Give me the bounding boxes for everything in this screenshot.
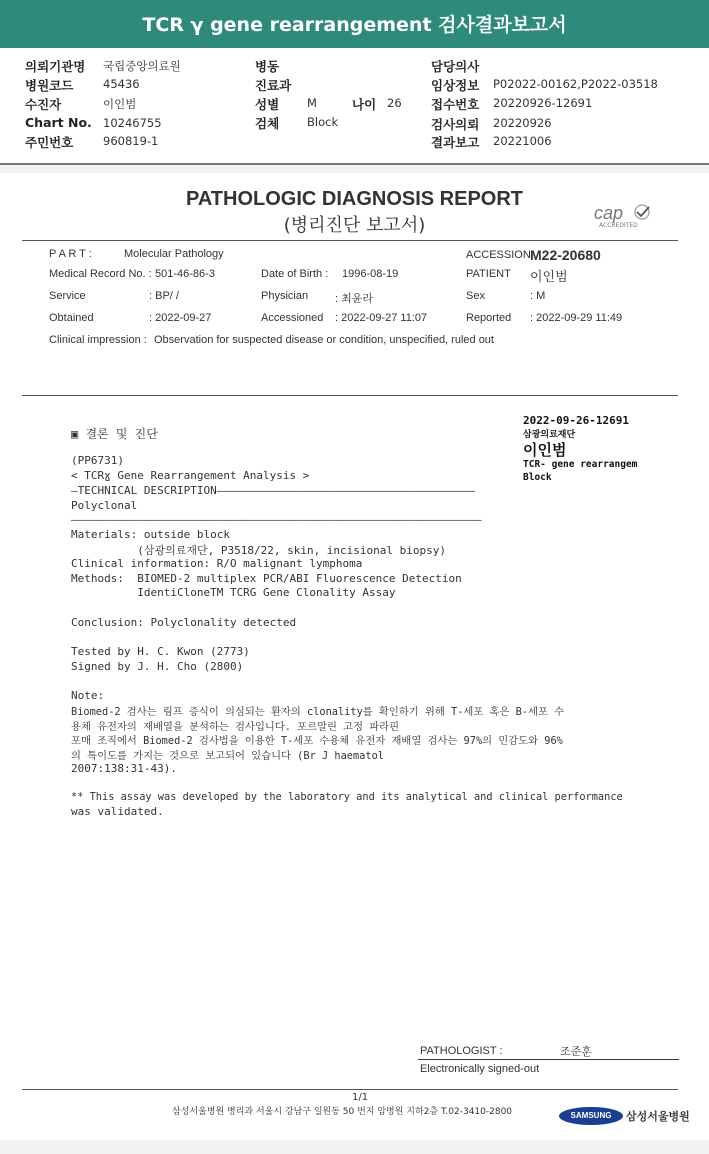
age-value: 26 (387, 96, 402, 110)
sex-value: M (307, 96, 317, 110)
doctor-label: 담당의사 (431, 59, 480, 74)
receipt-label: 접수번호 (431, 97, 480, 112)
body-line: 포매 조직에서 Biomed-2 검사법을 이용한 T-세포 수용체 유전자 재배열 검사는 97%의 민감도와 96% (71, 735, 563, 747)
divider (22, 395, 678, 396)
request-date: 20220926 (493, 116, 552, 130)
patient-value: 이인범 (530, 269, 568, 284)
pathologist-name: 조준훈 (560, 1046, 592, 1058)
service-label: Service (49, 290, 86, 302)
body-line: Materials: outside block (71, 528, 230, 541)
specimen-label: 검체 (255, 116, 280, 131)
body-line: (PP6731) (71, 454, 124, 467)
impression-label: Clinical impression : (49, 334, 147, 346)
body-line: 용체 유전자의 재배열을 분석하는 검사입니다. 포르말린 고정 파라핀 (71, 721, 400, 733)
body-line: Signed by J. H. Cho (2800) (71, 660, 244, 673)
body-line: IdentiCloneTM TCRG Gene Clonality Assay (71, 586, 396, 599)
accessioned-value: : 2022-09-27 11:07 (335, 312, 428, 324)
part-label: P A R T : (49, 248, 92, 260)
body-line: ** This assay was developed by the laboratory and its analytical and clinical performance (71, 791, 623, 803)
section-gap (0, 165, 709, 173)
resident-label: 주민번호 (25, 135, 74, 150)
hospital-address: 삼성서울병원 병리과 서울시 강남구 일원동 50 번지 암병원 지하2층 T.02-3410-2800 (172, 1107, 513, 1117)
patient-label: PATIENT (466, 268, 511, 280)
body-line: was validated. (71, 805, 164, 818)
specimen-value: Block (307, 115, 339, 129)
physician-value: : 최윤라 (335, 293, 373, 305)
esigned-note: Electronically signed-out (420, 1063, 540, 1075)
pathologist-label: PATHOLOGIST : (420, 1045, 503, 1057)
stamp-org: 삼광의료재단 (523, 430, 576, 440)
stamp-number: 2022-09-26-12691 (523, 414, 629, 427)
obtained-label: Obtained (49, 312, 94, 324)
sex-label: 성별 (255, 97, 280, 112)
body-line: (삼광의료재단, P3518/22, skin, incisional biopsy) (71, 544, 447, 557)
report-subtitle: (병리진단 보고서) (283, 215, 426, 236)
body-line: Biomed-2 검사는 림프 증식이 의심되는 환자의 clonality를 확인하기 위해 T-세포 혹은 B-세포 수 (71, 706, 565, 718)
body-line: Clinical information: R/O malignant lymphoma (71, 557, 363, 570)
divider (22, 1089, 678, 1090)
body-line: Methods: BIOMED-2 multiplex PCR/ABI Fluorescence Detection (71, 572, 462, 585)
body-line: 의 특이도를 가지는 것으로 보고되어 있습니다 (Br J haematol (71, 750, 384, 762)
reported-value: : 2022-09-29 11:49 (530, 312, 623, 324)
body-line: 2007:138:31-43). (71, 762, 177, 775)
physician-label: Physician (261, 290, 309, 302)
body-line: Note: (71, 689, 105, 702)
samsung-logo: SAMSUNG (559, 1107, 623, 1125)
reported-label: Reported (466, 312, 512, 324)
mrn-label: Medical Record No. : (49, 268, 152, 280)
clinical-info: P02022-00162,P2022-03518 (493, 77, 658, 91)
body-line: Conclusion: Polyclonality detected (71, 616, 297, 629)
sex-label: Sex (466, 290, 485, 302)
page-gap (0, 1140, 709, 1154)
patient-name: 이인범 (103, 97, 137, 111)
body-line: Tested by H. C. Kwon (2773) (71, 645, 250, 658)
report-date-label: 결과보고 (431, 135, 480, 150)
signature-line (418, 1059, 679, 1060)
ward-label: 병동 (255, 59, 280, 74)
part-value: Molecular Pathology (124, 248, 224, 260)
stamp-test: TCR- gene rearrangem (523, 459, 638, 470)
report-title: PATHOLOGIC DIAGNOSIS REPORT (185, 188, 524, 210)
body-line: —TECHNICAL DESCRIPTION——————————————————————————————————————— (71, 484, 475, 497)
dob-label: Date of Birth : (261, 268, 329, 280)
page-number: 1/1 (352, 1092, 369, 1103)
impression-value: Observation for suspected disease or condition, unspecified, ruled out (154, 334, 494, 346)
check-icon (630, 203, 654, 221)
request-org: 국립중앙의료원 (103, 59, 181, 73)
request-org-label: 의뢰기관명 (25, 59, 86, 74)
accessioned-label: Accessioned (261, 312, 324, 324)
report-date: 20221006 (493, 134, 552, 148)
cap-logo-text: cap (594, 203, 624, 223)
stamp-name: 이인범 (523, 441, 567, 459)
request-date-label: 검사의뢰 (431, 117, 480, 132)
dob-value: 1996-08-19 (342, 268, 399, 280)
chart-number: 10246755 (103, 116, 162, 130)
accession-value: M22-20680 (530, 247, 601, 263)
receipt-number: 20220926-12691 (493, 96, 593, 110)
patient-label: 수진자 (25, 97, 62, 112)
resident-number: 960819-1 (103, 134, 159, 148)
body-line: Polyclonal (71, 499, 138, 512)
age-label: 나이 (352, 97, 377, 112)
divider (22, 240, 678, 241)
stamp-specimen: Block (523, 472, 552, 483)
sex-value: : M (530, 290, 546, 302)
result-heading: ▣ 결론 및 진단 (71, 427, 158, 441)
request-info (0, 55, 709, 165)
hospital-name: 삼성서울병원 (626, 1110, 690, 1123)
dept-label: 진료과 (255, 78, 292, 93)
mrn-value: 501-46-86-3 (155, 268, 215, 280)
obtained-value: : 2022-09-27 (149, 312, 212, 324)
body-line: —————————————————————————————————————————————————————————————— (71, 513, 482, 526)
hospital-code: 45436 (103, 77, 140, 91)
cap-accredited: ACCREDITED (599, 222, 638, 229)
accession-label: ACCESSION (466, 249, 531, 261)
chart-label: Chart No. (25, 115, 92, 130)
hospital-code-label: 병원코드 (25, 78, 74, 93)
report-banner: TCR γ gene rearrangement 검사결과보고서 (0, 0, 709, 48)
cap-logo (592, 203, 662, 233)
body-line: < TCRɣ Gene Rearrangement Analysis > (71, 469, 310, 482)
service-value: : BP/ / (149, 290, 179, 302)
clinical-label: 임상정보 (431, 78, 480, 93)
